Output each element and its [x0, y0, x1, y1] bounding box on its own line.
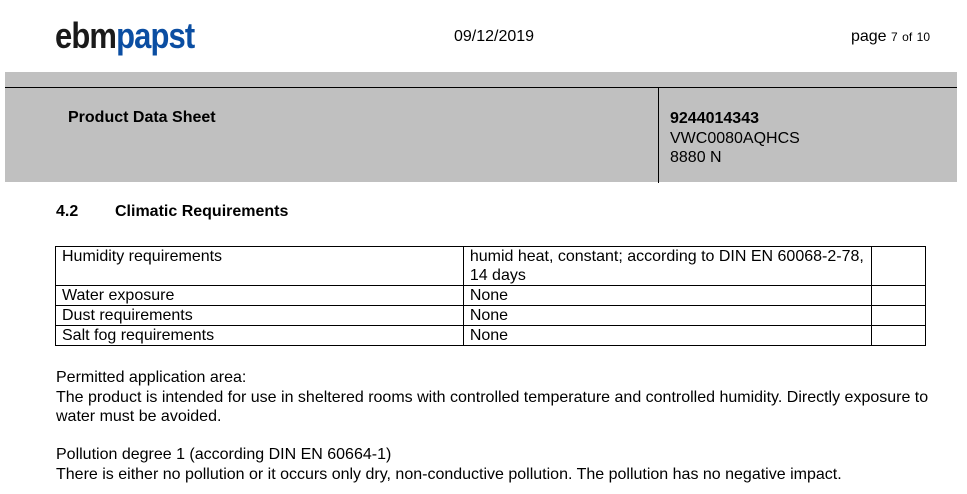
logo-part-ebm: ebm [55, 15, 117, 56]
page-word: page [850, 28, 887, 45]
section-title: Climatic Requirements [115, 203, 289, 220]
company-logo [55, 14, 194, 58]
page-of: of [902, 30, 913, 44]
section-heading [56, 203, 288, 221]
row-extra [871, 247, 925, 286]
row-value: humid heat, constant; according to DIN EN 60068-2-78, 14 days [463, 247, 871, 286]
pollution-text: There is either no pollution or it occurs only dry, non-conductive pollution. The pollution has no negative impact. [56, 465, 842, 483]
row-value: None [463, 326, 871, 346]
row-extra [871, 326, 925, 346]
table-row [56, 326, 926, 346]
header-divider [658, 88, 659, 183]
model-number: VWC0080AQHCS [670, 129, 800, 147]
row-label: Dust requirements [56, 306, 464, 326]
row-label: Water exposure [56, 286, 464, 306]
header-band [5, 72, 957, 87]
part-number: 9244014343 [670, 110, 759, 127]
header-box [5, 87, 957, 182]
row-label: Salt fog requirements [56, 326, 464, 346]
row-label: Humidity requirements [56, 247, 464, 286]
page-current: 7 [891, 30, 898, 44]
page-total: 10 [916, 30, 930, 44]
article-number: 8880 N [670, 149, 722, 166]
permitted-heading: Permitted application area: [56, 369, 247, 386]
row-value: None [463, 286, 871, 306]
doc-title: Product Data Sheet [68, 109, 216, 126]
permitted-application-block [56, 368, 936, 427]
climatic-requirements-table [55, 246, 926, 346]
row-value: None [463, 306, 871, 326]
table-row [56, 286, 926, 306]
table-row [56, 247, 926, 286]
product-identifiers [670, 109, 800, 168]
pollution-heading: Pollution degree 1 (according DIN EN 60664-1) [56, 446, 392, 463]
permitted-text: The product is intended for use in sheltered rooms with controlled temperature and controlled humidity. Directly exposure to water must be avoided. [56, 388, 929, 425]
row-extra [871, 286, 925, 306]
logo-part-papst: papst [116, 15, 195, 56]
row-extra [871, 306, 925, 326]
table-row [56, 306, 926, 326]
page-number [851, 28, 930, 46]
pollution-block [56, 445, 936, 484]
section-number: 4.2 [56, 203, 79, 220]
document-date: 09/12/2019 [454, 28, 535, 45]
